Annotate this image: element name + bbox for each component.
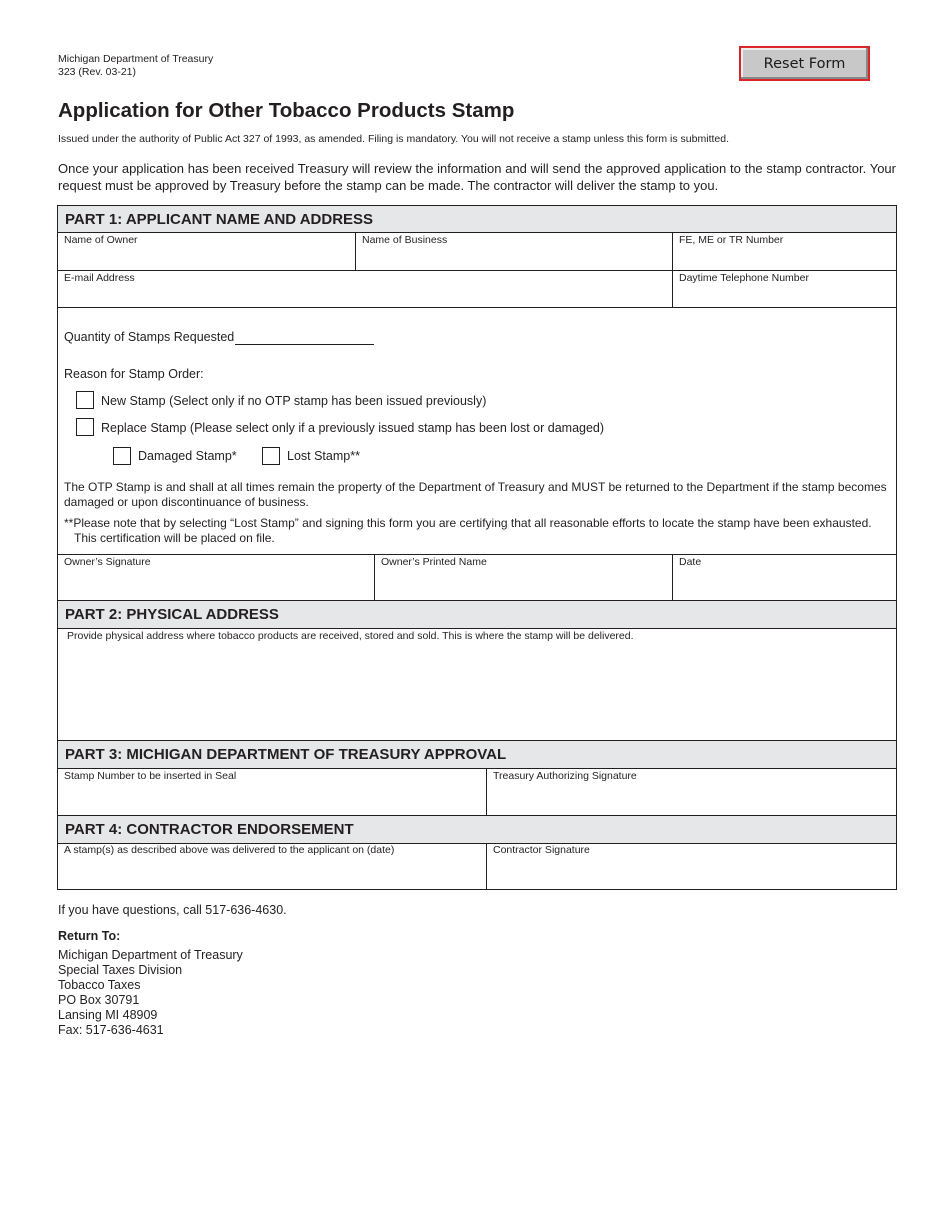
- divider: [57, 270, 897, 271]
- fax-line: Fax: 517-636-4631: [58, 1023, 164, 1037]
- delivery-date-field[interactable]: [58, 857, 485, 888]
- return-to-heading: Return To:: [58, 929, 121, 943]
- printed-name-label: Owner’s Printed Name: [381, 556, 487, 568]
- damaged-stamp-label: Damaged Stamp*: [138, 449, 237, 463]
- new-stamp-label: New Stamp (Select only if no OTP stamp has been issued previously): [101, 394, 487, 408]
- contractor-signature-label: Contractor Signature: [493, 844, 590, 856]
- treasury-signature-label: Treasury Authorizing Signature: [493, 770, 637, 782]
- intro-paragraph: Once your application has been received Treasury will review the information and will send the approved application to the stamp contractor. Your request must be approved by Treasury before the stamp can be made. The contractor will deliver the stamp to you.: [58, 161, 896, 193]
- divider: [57, 554, 897, 555]
- treasury-signature-field[interactable]: [487, 783, 895, 814]
- date-label: Date: [679, 556, 702, 568]
- reset-form-button[interactable]: Reset Form: [739, 46, 870, 81]
- physical-address-field[interactable]: [58, 644, 896, 739]
- form-number: 323 (Rev. 03-21): [58, 66, 137, 78]
- lost-stamp-checkbox[interactable]: [262, 447, 280, 465]
- owner-signature-field[interactable]: [58, 569, 373, 599]
- date-field[interactable]: [673, 569, 895, 599]
- lost-note: **Please note that by selecting “Lost Stamp” and signing this form you are certifying that all reasonable efforts to locate the stamp have been exhausted.: [64, 516, 872, 530]
- quantity-label: Quantity of Stamps Requested: [64, 330, 235, 344]
- address-line: Michigan Department of Treasury: [58, 948, 243, 962]
- lost-note-continued: This certification will be placed on file.: [74, 531, 275, 545]
- reason-label: Reason for Stamp Order:: [64, 367, 204, 381]
- phone-field[interactable]: [673, 284, 895, 306]
- business-name-field[interactable]: [356, 246, 671, 269]
- part4-heading: PART 4: CONTRACTOR ENDORSEMENT: [57, 815, 897, 844]
- delivery-date-label: A stamp(s) as described above was delivered to the applicant on (date): [64, 844, 395, 856]
- contractor-signature-field[interactable]: [487, 857, 895, 888]
- new-stamp-checkbox[interactable]: [76, 391, 94, 409]
- owner-name-field[interactable]: [58, 246, 354, 269]
- part1-heading: PART 1: APPLICANT NAME AND ADDRESS: [57, 205, 897, 233]
- stamp-number-field[interactable]: [58, 783, 485, 814]
- page-title: Application for Other Tobacco Products Stamp: [58, 99, 515, 122]
- fe-number-field[interactable]: [673, 246, 895, 269]
- authority-statement: Issued under the authority of Public Act 327 of 1993, as amended. Filing is mandatory. You will not receive a stamp unless this form is submitted.: [58, 133, 730, 145]
- owner-signature-label: Owner’s Signature: [64, 556, 151, 568]
- quantity-input[interactable]: [235, 327, 374, 345]
- address-line: Special Taxes Division: [58, 963, 183, 977]
- questions-line: If you have questions, call 517-636-4630.: [58, 903, 287, 917]
- address-line: Lansing MI 48909: [58, 1008, 158, 1022]
- lost-stamp-label: Lost Stamp**: [287, 449, 360, 463]
- fe-number-label: FE, ME or TR Number: [679, 234, 784, 246]
- property-note: The OTP Stamp is and shall at all times remain the property of the Department of Treasury and MUST be returned to the Department if the stamp becomes damaged or upon discontinuance of business.: [64, 480, 887, 509]
- divider: [57, 307, 897, 308]
- printed-name-field[interactable]: [375, 569, 671, 599]
- replace-stamp-checkbox[interactable]: [76, 418, 94, 436]
- stamp-number-label: Stamp Number to be inserted in Seal: [64, 770, 237, 782]
- email-label: E-mail Address: [64, 272, 135, 284]
- business-name-label: Name of Business: [362, 234, 448, 246]
- damaged-stamp-checkbox[interactable]: [113, 447, 131, 465]
- agency-name: Michigan Department of Treasury: [58, 53, 214, 65]
- phone-label: Daytime Telephone Number: [679, 272, 809, 284]
- address-line: PO Box 30791: [58, 993, 140, 1007]
- email-field[interactable]: [58, 284, 671, 306]
- physical-address-instruction: Provide physical address where tobacco products are received, stored and sold. This is where the stamp will be delivered.: [67, 630, 634, 642]
- part2-heading: PART 2: PHYSICAL ADDRESS: [57, 600, 897, 629]
- replace-stamp-label: Replace Stamp (Please select only if a previously issued stamp has been lost or damaged): [101, 421, 605, 435]
- address-line: Tobacco Taxes: [58, 978, 141, 992]
- part3-heading: PART 3: MICHIGAN DEPARTMENT OF TREASURY APPROVAL: [57, 740, 897, 769]
- owner-name-label: Name of Owner: [64, 234, 138, 246]
